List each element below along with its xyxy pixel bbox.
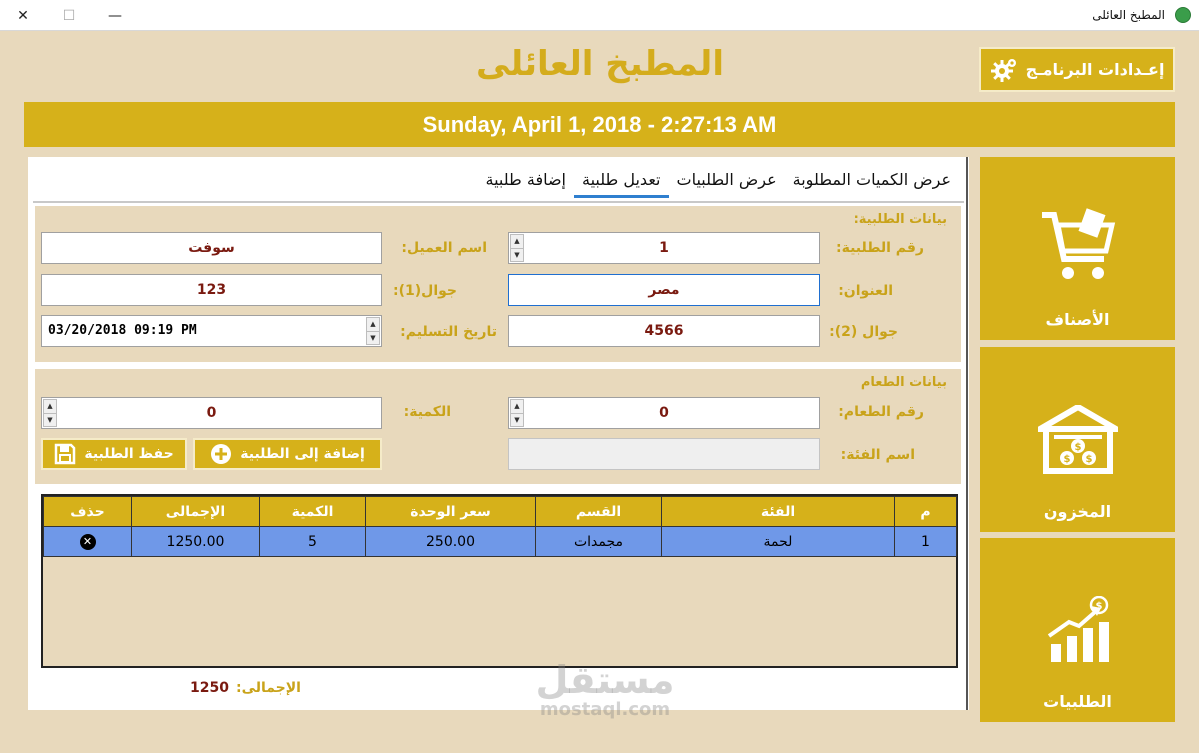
- table-cell[interactable]: مجمدات: [536, 527, 662, 557]
- tab-required-quantities[interactable]: عرض الكميات المطلوبة: [792, 170, 951, 189]
- save-order-label: حفظ الطلبية: [84, 446, 174, 462]
- order-number-input[interactable]: [508, 232, 820, 264]
- section-title: بيانات الطعام: [860, 375, 947, 390]
- category-name-label: اسم الفئة:: [840, 447, 915, 463]
- watermark-latin: mostaql.com: [539, 699, 671, 720]
- address-input[interactable]: [508, 274, 820, 306]
- cart-icon: [1038, 207, 1118, 287]
- quantity-input[interactable]: [41, 397, 382, 429]
- customer-name-value: سوفت: [188, 240, 235, 256]
- spin-up-icon[interactable]: ▲: [370, 320, 376, 328]
- spin-down-icon[interactable]: ▼: [44, 413, 56, 427]
- order-items-grid[interactable]: [41, 494, 958, 668]
- delivery-date-value: 03/20/2018 09:19 PM: [48, 323, 197, 338]
- growth-chart-icon: [1043, 596, 1113, 666]
- sidebar-item-items[interactable]: [980, 157, 1175, 340]
- add-to-order-button[interactable]: [193, 438, 382, 470]
- customer-name-label: اسم العميل:: [401, 240, 487, 256]
- tab-add-order[interactable]: إضافة طلبية: [485, 170, 566, 189]
- spin-down-icon[interactable]: ▼: [511, 413, 523, 427]
- mobile1-label: جوال(1):: [393, 283, 457, 299]
- spin-up-icon[interactable]: ▲: [514, 402, 520, 410]
- section-title: بيانات الطلبية:: [853, 212, 947, 227]
- quantity-value: 0: [206, 405, 217, 421]
- food-number-spinner[interactable]: [510, 399, 524, 427]
- svg-text:$: $: [1063, 454, 1070, 465]
- column-header[interactable]: الفئة: [662, 497, 895, 527]
- mobile1-value: 123: [196, 282, 227, 298]
- svg-text:$: $: [1074, 442, 1081, 453]
- gears-icon: [990, 56, 1018, 84]
- customer-name-input[interactable]: [41, 232, 382, 264]
- save-order-button[interactable]: [41, 438, 187, 470]
- panel-divider: [966, 157, 968, 710]
- svg-text:$: $: [1095, 601, 1102, 612]
- delivery-date-label: تاريخ التسليم:: [400, 324, 497, 340]
- tab-view-orders[interactable]: عرض الطلبيات: [676, 170, 777, 189]
- order-number-label: رقم الطلبية:: [835, 240, 924, 256]
- address-value: مصر: [648, 282, 680, 298]
- add-to-order-label: إضافة إلى الطلبية: [240, 446, 365, 462]
- sidebar-item-label: الطلبيات: [1043, 692, 1112, 711]
- delete-cell[interactable]: [44, 527, 132, 557]
- sidebar-item-inventory[interactable]: [980, 347, 1175, 532]
- quantity-spinner[interactable]: [43, 399, 57, 427]
- spin-down-icon[interactable]: ▼: [511, 248, 523, 262]
- food-number-value: 0: [659, 405, 669, 421]
- table-cell[interactable]: 5: [260, 527, 366, 557]
- total-value: 1250: [190, 680, 229, 696]
- column-header[interactable]: الإجمالى: [132, 497, 260, 527]
- spin-up-icon[interactable]: ▲: [47, 402, 53, 410]
- window-titlebar: [0, 0, 1199, 31]
- close-window-button[interactable]: ✕: [17, 7, 29, 24]
- column-header[interactable]: سعر الوحدة: [366, 497, 536, 527]
- order-number-spinner[interactable]: [510, 234, 524, 262]
- column-header[interactable]: القسم: [536, 497, 662, 527]
- sidebar-item-label: المخزون: [1043, 502, 1112, 521]
- app-icon: [1175, 7, 1191, 23]
- floppy-disk-icon: [54, 443, 76, 465]
- datetime-banner: Sunday, April 1, 2018 - 2:27:13 AM: [24, 102, 1175, 147]
- total-label: الإجمالى:: [236, 680, 301, 696]
- order-number-value: 1: [659, 240, 669, 256]
- window-title: المطبخ العائلى: [1092, 8, 1165, 22]
- tab-strip: [478, 160, 959, 198]
- table-cell[interactable]: 1250.00: [132, 527, 260, 557]
- settings-button[interactable]: [979, 47, 1175, 92]
- delete-row-icon[interactable]: ✕: [80, 534, 96, 550]
- spin-down-icon[interactable]: ▼: [367, 331, 379, 345]
- watermark: [520, 660, 690, 720]
- mobile2-label: جوال (2):: [829, 324, 898, 340]
- category-name-field: [508, 438, 820, 470]
- warehouse-icon: [1038, 405, 1118, 475]
- delivery-date-picker[interactable]: [41, 315, 382, 347]
- column-header[interactable]: الكمية: [260, 497, 366, 527]
- sidebar-item-orders[interactable]: [980, 538, 1175, 722]
- grid-header-row: [44, 497, 957, 527]
- address-label: العنوان:: [838, 283, 893, 299]
- svg-text:$: $: [1085, 454, 1092, 465]
- food-number-input[interactable]: [508, 397, 820, 429]
- mobile2-input[interactable]: [508, 315, 820, 347]
- table-row[interactable]: [44, 527, 957, 557]
- settings-label: إعـدادات البرنامـج: [1025, 60, 1165, 79]
- minimize-window-button[interactable]: —: [108, 7, 122, 24]
- mobile1-input[interactable]: [41, 274, 382, 306]
- tab-edit-order[interactable]: تعديل طلبية: [574, 160, 669, 198]
- tab-underline: [33, 201, 964, 203]
- column-header[interactable]: م: [895, 497, 957, 527]
- maximize-window-button[interactable]: ☐: [62, 7, 76, 24]
- table-cell[interactable]: 250.00: [366, 527, 536, 557]
- mobile2-value: 4566: [644, 323, 684, 339]
- quantity-label: الكمية:: [403, 404, 451, 420]
- delivery-date-spinner[interactable]: [366, 317, 380, 345]
- spin-up-icon[interactable]: ▲: [514, 237, 520, 245]
- table-cell[interactable]: لحمة: [662, 527, 895, 557]
- food-number-label: رقم الطعام:: [838, 404, 924, 420]
- app-title: المطبخ العائلى: [476, 44, 724, 84]
- plus-circle-icon: [210, 443, 232, 465]
- column-header[interactable]: حذف: [44, 497, 132, 527]
- sidebar-item-label: الأصناف: [1045, 310, 1110, 329]
- watermark-arabic: مستقل: [535, 658, 675, 702]
- table-cell[interactable]: 1: [895, 527, 957, 557]
